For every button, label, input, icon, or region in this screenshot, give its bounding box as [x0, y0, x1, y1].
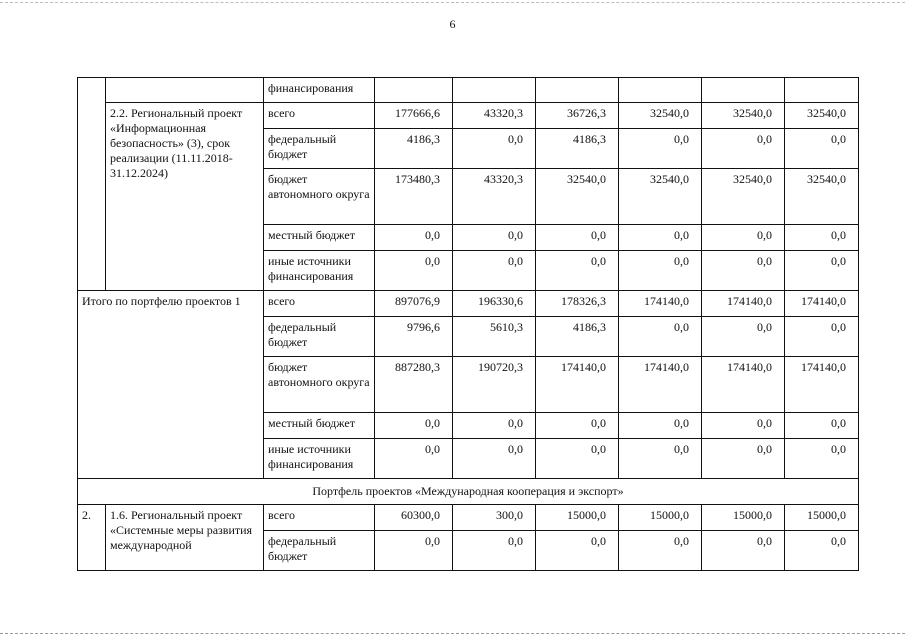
value-cell: 0,0 [536, 225, 619, 251]
value-cell: 173480,3 [375, 169, 453, 225]
value-cell: 0,0 [375, 225, 453, 251]
value-cell: 60300,0 [375, 505, 453, 531]
value-cell: 0,0 [619, 225, 702, 251]
table-row [78, 505, 859, 531]
value-cell: 4186,3 [536, 129, 619, 169]
value-cell: 0,0 [453, 129, 536, 169]
value-cell: 887280,3 [375, 357, 453, 413]
value-cell: 0,0 [702, 225, 785, 251]
value-cell: 15000,0 [619, 505, 702, 531]
value-cell: 4186,3 [375, 129, 453, 169]
funding-source-cell: иные источники финансирования [264, 439, 375, 479]
value-cell: 4186,3 [536, 317, 619, 357]
value-cell [375, 78, 453, 103]
value-cell: 0,0 [785, 251, 859, 291]
value-cell: 0,0 [375, 251, 453, 291]
project-name-cell: 1.6. Региональный проект «Системные меры развития международной [106, 505, 264, 571]
value-cell: 0,0 [619, 317, 702, 357]
project-name-cell: 2.2. Региональный проект «Информационная безопасность» (3), срок реализации (11.11.2018-31.12.2024) [106, 103, 264, 291]
value-cell: 32540,0 [619, 103, 702, 129]
funding-source-cell: бюджет автономного округа [264, 169, 375, 225]
funding-source-cell: финансирования [264, 78, 375, 103]
funding-source-cell: местный бюджет [264, 225, 375, 251]
section-heading: Портфель проектов «Международная кооперация и экспорт» [78, 479, 859, 505]
value-cell [785, 78, 859, 103]
value-cell: 0,0 [536, 531, 619, 571]
table-row [78, 479, 859, 505]
value-cell: 897076,9 [375, 291, 453, 317]
value-cell: 0,0 [619, 413, 702, 439]
value-cell: 0,0 [619, 129, 702, 169]
value-cell: 5610,3 [453, 317, 536, 357]
financing-table [77, 77, 859, 571]
value-cell: 32540,0 [702, 103, 785, 129]
value-cell: 174140,0 [785, 291, 859, 317]
value-cell: 0,0 [785, 413, 859, 439]
value-cell: 0,0 [785, 531, 859, 571]
value-cell: 0,0 [619, 439, 702, 479]
value-cell: 15000,0 [785, 505, 859, 531]
value-cell: 0,0 [785, 439, 859, 479]
funding-source-cell: всего [264, 291, 375, 317]
value-cell: 15000,0 [536, 505, 619, 531]
value-cell: 43320,3 [453, 169, 536, 225]
value-cell: 0,0 [536, 439, 619, 479]
value-cell: 0,0 [785, 225, 859, 251]
value-cell: 177666,6 [375, 103, 453, 129]
funding-source-cell: федеральный бюджет [264, 317, 375, 357]
value-cell: 196330,6 [453, 291, 536, 317]
value-cell: 9796,6 [375, 317, 453, 357]
value-cell: 178326,3 [536, 291, 619, 317]
value-cell: 0,0 [453, 531, 536, 571]
page-number: 6 [449, 17, 456, 31]
funding-source-cell: бюджет автономного округа [264, 357, 375, 413]
value-cell: 0,0 [375, 413, 453, 439]
value-cell: 0,0 [619, 251, 702, 291]
funding-source-cell: иные источники финансирования [264, 251, 375, 291]
value-cell: 174140,0 [702, 357, 785, 413]
value-cell: 0,0 [785, 317, 859, 357]
funding-source-cell: федеральный бюджет [264, 531, 375, 571]
value-cell: 0,0 [702, 413, 785, 439]
value-cell: 0,0 [536, 413, 619, 439]
value-cell: 0,0 [785, 129, 859, 169]
value-cell [536, 78, 619, 103]
portfolio-total-cell: Итого по портфелю проектов 1 [78, 291, 264, 479]
value-cell: 0,0 [702, 439, 785, 479]
value-cell: 0,0 [453, 225, 536, 251]
value-cell: 300,0 [453, 505, 536, 531]
row-number-cell: 2. [78, 505, 106, 571]
scan-edge-top [0, 2, 905, 3]
value-cell: 190720,3 [453, 357, 536, 413]
value-cell: 0,0 [702, 531, 785, 571]
row-number-cell [78, 78, 106, 291]
value-cell: 0,0 [702, 317, 785, 357]
value-cell: 174140,0 [619, 291, 702, 317]
value-cell: 32540,0 [702, 169, 785, 225]
value-cell: 0,0 [453, 413, 536, 439]
funding-source-cell: всего [264, 505, 375, 531]
value-cell: 0,0 [702, 251, 785, 291]
table-row [78, 291, 859, 317]
value-cell: 174140,0 [702, 291, 785, 317]
value-cell: 32540,0 [619, 169, 702, 225]
value-cell: 32540,0 [785, 169, 859, 225]
scan-edge-bottom [0, 633, 905, 634]
value-cell: 0,0 [536, 251, 619, 291]
value-cell: 0,0 [453, 439, 536, 479]
value-cell [619, 78, 702, 103]
value-cell: 32540,0 [785, 103, 859, 129]
value-cell [702, 78, 785, 103]
funding-source-cell: всего [264, 103, 375, 129]
value-cell: 174140,0 [619, 357, 702, 413]
project-name-cell [106, 78, 264, 103]
value-cell: 0,0 [453, 251, 536, 291]
value-cell: 174140,0 [785, 357, 859, 413]
value-cell: 36726,3 [536, 103, 619, 129]
value-cell: 0,0 [702, 129, 785, 169]
value-cell: 174140,0 [536, 357, 619, 413]
value-cell: 0,0 [619, 531, 702, 571]
funding-source-cell: местный бюджет [264, 413, 375, 439]
value-cell: 0,0 [375, 439, 453, 479]
value-cell: 15000,0 [702, 505, 785, 531]
value-cell [453, 78, 536, 103]
value-cell: 32540,0 [536, 169, 619, 225]
value-cell: 0,0 [375, 531, 453, 571]
table-row [78, 78, 859, 103]
value-cell: 43320,3 [453, 103, 536, 129]
funding-source-cell: федеральный бюджет [264, 129, 375, 169]
table-row [78, 103, 859, 129]
